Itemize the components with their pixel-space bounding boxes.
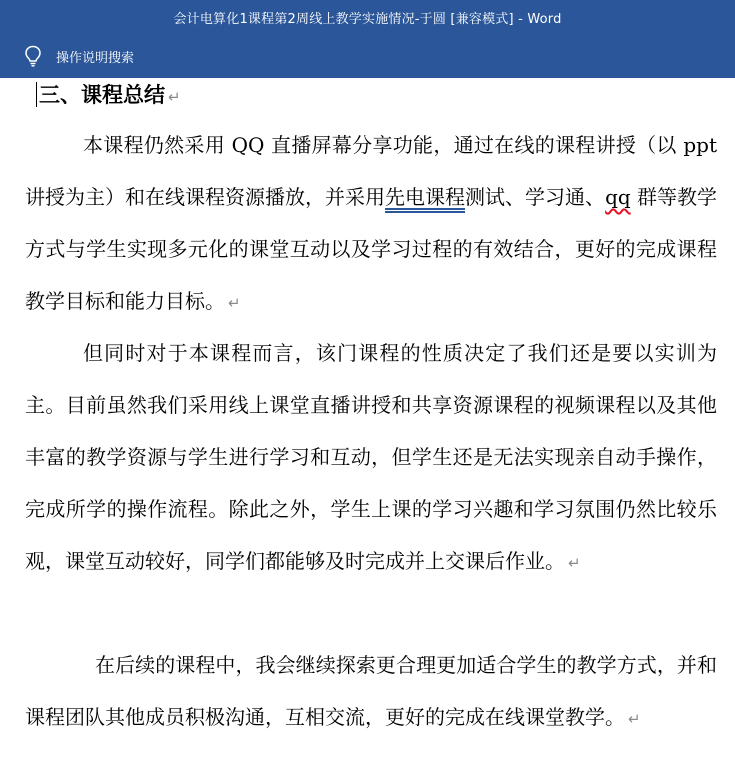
ribbon-bar [0,34,735,78]
window-title-bar [0,0,735,34]
paragraph-3-text: 在后续的课程中，我会继续探索更合理更加适合学生的教学方式，并和课程团队其他成员积极沟通，互相交流，更好的完成在线课堂教学。 [25,653,717,729]
lightbulb-icon [24,45,42,67]
section-heading[interactable] [39,80,181,112]
paragraph-3[interactable] [25,639,717,745]
paragraph-2[interactable] [25,327,717,589]
paragraph-1-part2: 测试、学习通、 [465,185,606,209]
tell-me-search[interactable] [24,45,134,67]
document-canvas[interactable] [0,78,735,783]
paragraph-1-part1: 本课程仍然采用 QQ 直播屏幕分享功能，通过在线的课程讲授（以 ppt 讲授为主）和在线课程资源播放，并采用 [25,133,717,209]
heading-text: 三、课程总结 [39,82,165,107]
paragraph-mark: ↵ [568,554,581,572]
paragraph-1[interactable] [25,119,717,329]
spelling-flagged-word[interactable]: qq [605,185,631,209]
paragraph-2-text: 但同时对于本课程而言，该门课程的性质决定了我们还是要以实训为主。目前虽然我们采用线上课堂直播讲授和共享资源课程的视频课程以及其他丰富的教学资源与学生进行学习和互动，但学生还是无法实现亲自动手操作，完成所学的操作流程。除此之外，学生上课的学习兴趣和学习氛围仍然比较乐观，课堂互动较好，同学们都能够及时完成并上交课后作业。 [25,341,717,573]
paragraph-mark: ↵ [628,710,641,728]
text-cursor [36,82,37,107]
paragraph-mark: ↵ [228,294,241,312]
paragraph-mark: ↵ [168,88,181,106]
tell-me-label: 操作说明搜索 [56,50,135,66]
paragraph-1-part3: 群等教学方式与学生实现多元化的课堂互动以及学习过程的有效结合，更好的完成课程教学目标和能力目标。 [25,185,718,313]
window-title: 会计电算化1课程第2周线上教学实施情况-于圆 [兼容模式] - Word [173,11,562,27]
grammar-flagged-word[interactable]: 先电课程 [385,185,466,209]
